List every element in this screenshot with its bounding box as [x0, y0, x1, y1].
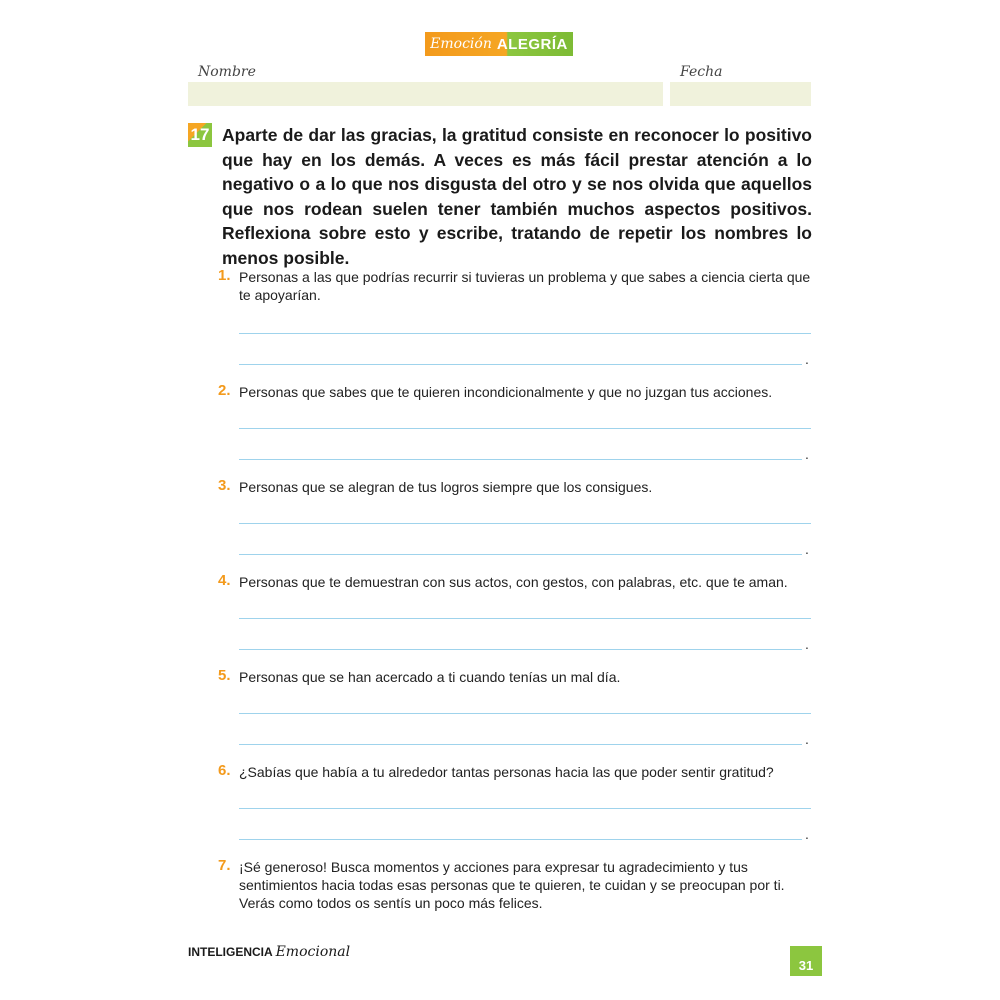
- date-label: Fecha: [680, 64, 723, 80]
- line-end-period: .: [805, 541, 809, 557]
- date-field[interactable]: [670, 82, 811, 106]
- answer-line[interactable]: [239, 618, 811, 619]
- answer-line[interactable]: [239, 554, 802, 555]
- line-end-period: .: [805, 351, 809, 367]
- banner-word-alegria: ALEGRÍA: [496, 35, 568, 53]
- banner-word-emocion: Emoción: [430, 36, 492, 52]
- question-number: 5.: [218, 667, 231, 684]
- question-number: 7.: [218, 857, 231, 874]
- answer-line[interactable]: [239, 744, 802, 745]
- activity-number-badge: 17: [188, 123, 212, 147]
- question-text: ¡Sé generoso! Busca momentos y acciones para expresar tu agradecimiento y tus sentimientos hacia todas esas personas que te quieren, te cuidan y se preocupan por ti. Verás como todos os sentís un poco más felices.: [239, 859, 785, 911]
- question-text: ¿Sabías que había a tu alrededor tantas personas hacia las que poder sentir gratitud?: [239, 764, 774, 780]
- answer-line[interactable]: [239, 808, 811, 809]
- question-number: 1.: [218, 267, 231, 284]
- line-end-period: .: [805, 636, 809, 652]
- answer-line[interactable]: [239, 713, 811, 714]
- footer-brand: [188, 944, 350, 960]
- page-number: 31: [790, 946, 822, 976]
- question-number: 6.: [218, 762, 231, 779]
- answer-line[interactable]: [239, 364, 802, 365]
- emotion-banner: [425, 32, 573, 56]
- question-text: Personas que se alegran de tus logros siempre que los consigues.: [239, 479, 653, 495]
- question-number: 4.: [218, 572, 231, 589]
- answer-line[interactable]: [239, 428, 811, 429]
- answer-line[interactable]: [239, 839, 802, 840]
- footer-brand-script: Emocional: [275, 944, 351, 960]
- question-text: Personas que se han acercado a ti cuando tenías un mal día.: [239, 669, 621, 685]
- line-end-period: .: [805, 826, 809, 842]
- name-field[interactable]: [188, 82, 663, 106]
- question-number: 2.: [218, 382, 231, 399]
- answer-line[interactable]: [239, 649, 802, 650]
- answer-line[interactable]: [239, 523, 811, 524]
- footer-brand-bold: INTELIGENCIA: [188, 945, 273, 959]
- activity-intro: Aparte de dar las gracias, la gratitud consiste en reconocer lo positivo que hay en los demás. A veces es más fácil prestar atención a lo negativo o a lo que nos disgusta del otro y se nos olvida que aquellos que nos rodean suelen tener también muchos aspectos positivos. Reflexiona sobre esto y escribe, tratando de repetir los nombres lo menos posible.: [222, 125, 812, 268]
- line-end-period: .: [805, 446, 809, 462]
- question-text: Personas que te demuestran con sus actos, con gestos, con palabras, etc. que te aman.: [239, 574, 788, 590]
- answer-line[interactable]: [239, 459, 802, 460]
- line-end-period: .: [805, 731, 809, 747]
- answer-line[interactable]: [239, 333, 811, 334]
- question-text: Personas a las que podrías recurrir si tuvieras un problema y que sabes a ciencia cierta que te apoyarían.: [239, 269, 811, 303]
- question-text: Personas que sabes que te quieren incondicionalmente y que no juzgan tus acciones.: [239, 384, 773, 400]
- name-label: Nombre: [198, 64, 256, 80]
- question-number: 3.: [218, 477, 231, 494]
